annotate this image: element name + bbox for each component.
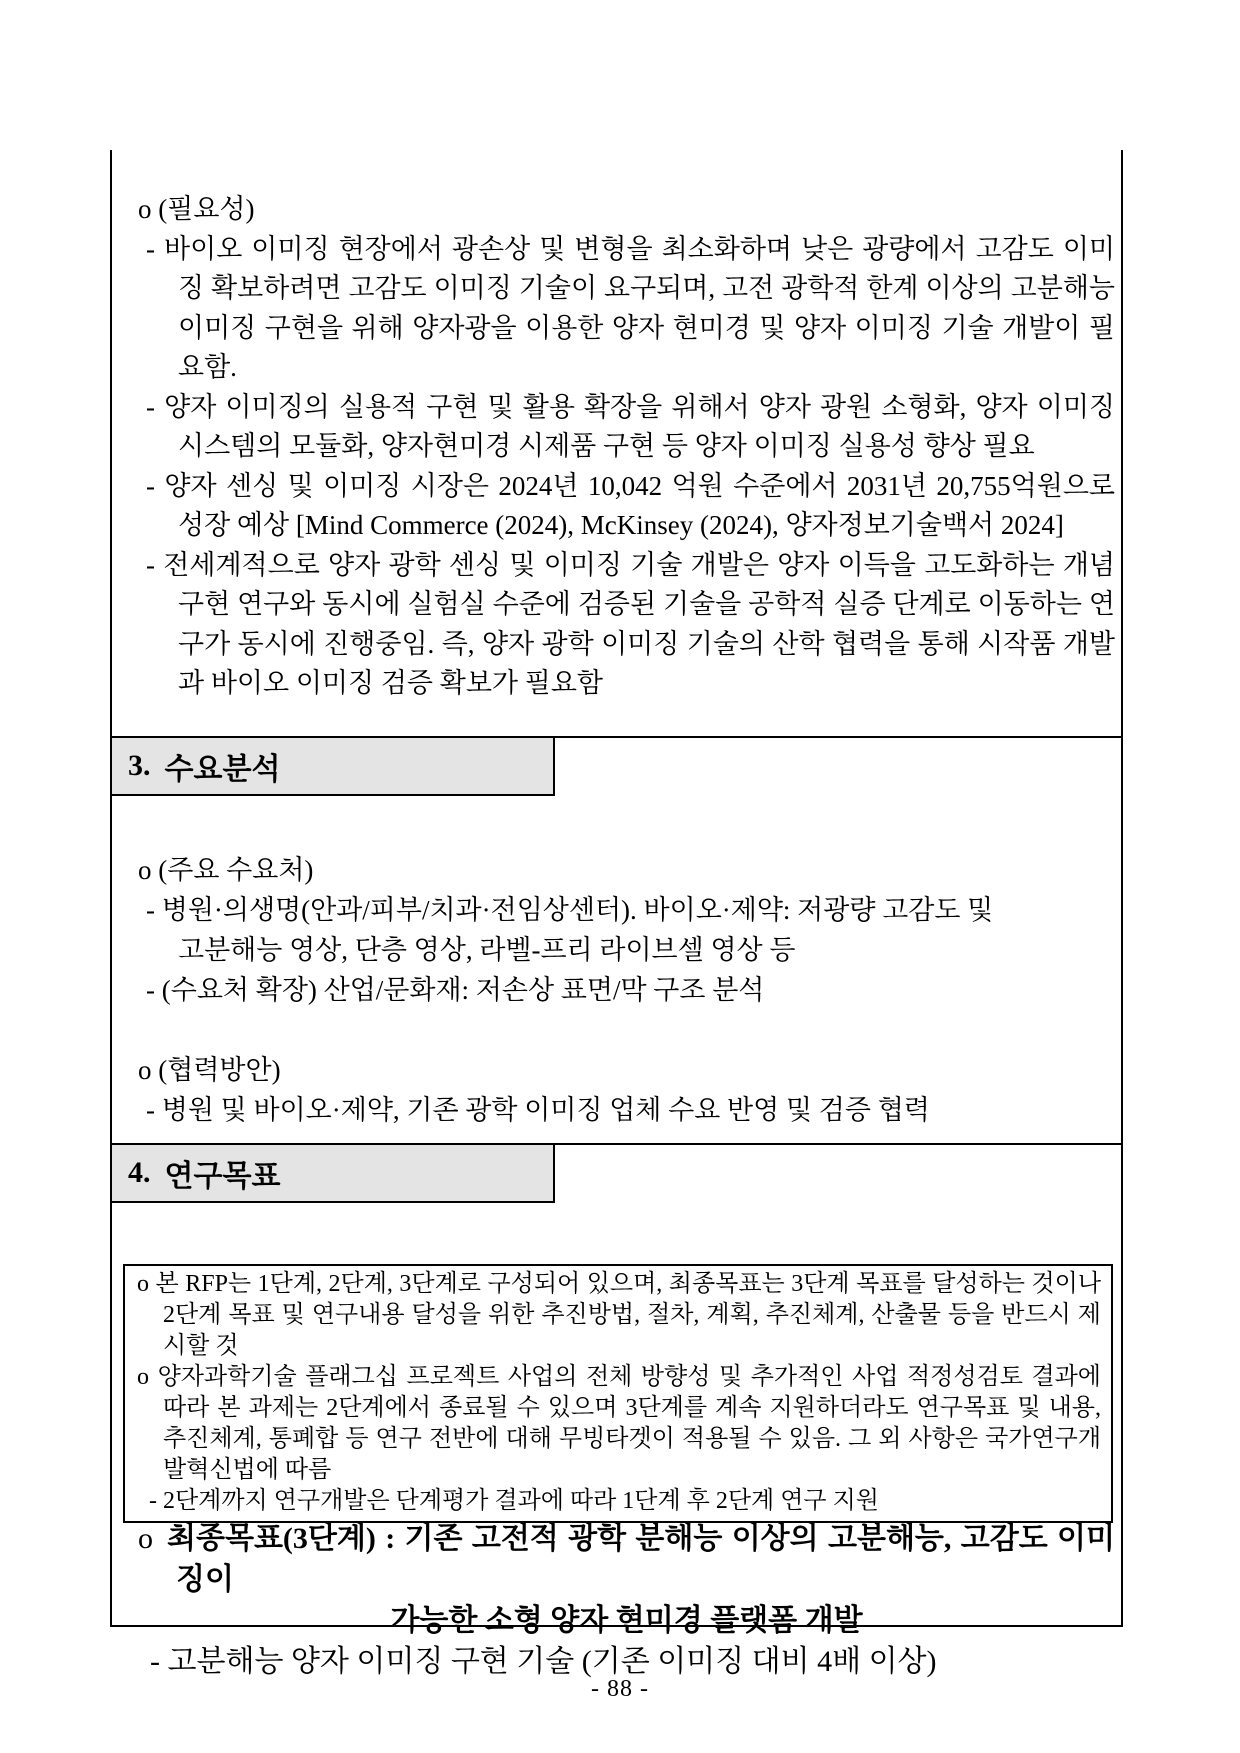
dash-bullet: -: [149, 1488, 157, 1514]
final-goal-block: [138, 1518, 1115, 1682]
note-item: [137, 1269, 1101, 1362]
content-frame: [110, 150, 1123, 1678]
final-goal-line: 가능한 소형 양자 현미경 플랫폼 개발: [390, 1604, 863, 1637]
final-goal-text: 최종목표(3단계) : 기존 고전적 광학 분해능 이상의 고분해능, 고감도 이미징이: [167, 1522, 1115, 1596]
list-item: [146, 546, 1115, 704]
section-4-heading: [112, 1145, 555, 1203]
dash-bullet: -: [146, 895, 155, 925]
list-item: [146, 970, 1115, 1010]
dash-bullet: -: [146, 470, 155, 501]
circle-bullet: o: [137, 1364, 149, 1390]
demand-block: [138, 850, 1115, 1130]
section-3-heading: [112, 738, 555, 796]
section-title: 연구목표: [164, 1160, 281, 1193]
list-item-text: (주요 수요처): [158, 855, 314, 885]
list-item-text: 양자 센싱 및 이미징 시장은 2024년 10,042 억원 수준에서 2031년 20,755억원으로 성장 예상 [Mind Commerce (2024), McKinsey (2024), 양자정보기술백서 2024]: [164, 470, 1115, 540]
list-item-text: (수요처 확장) 산업/문화재: 저손상 표면/막 구조 분석: [161, 975, 765, 1005]
dash-bullet: -: [146, 233, 155, 264]
necessity-block: [138, 190, 1115, 704]
section-4-heading-row: [112, 1143, 1121, 1203]
circle-bullet: o: [137, 1271, 149, 1297]
list-item-text: [162, 895, 994, 965]
rfp-note-box: [123, 1264, 1113, 1523]
section-number: 3.: [128, 749, 151, 782]
note-item-text: 본 RFP는 1단계, 2단계, 3단계로 구성되어 있으며, 최종목표는 3단계 목표를 달성하는 것이나 2단계 목표 및 연구내용 달성을 위한 추진방법, 절차, 계획, 추진체계, 산출물 등을 반드시 제시할 것: [155, 1271, 1102, 1359]
section-3-heading-row: [112, 736, 1121, 796]
list-item: [138, 1050, 1115, 1090]
circle-bullet: o: [138, 855, 152, 885]
dash-bullet: -: [146, 975, 155, 1005]
list-item-text: 전세계적으로 양자 광학 센싱 및 이미징 기술 개발은 양자 이득을 고도화하는 개념 구현 연구와 동시에 실험실 수준에 검증된 기술을 공학적 실증 단계로 이동하는 연구가 동시에 진행중임. 즉, 양자 광학 이미징 기술의 산학 협력을 통해 시작품 개발과 바이오 이미징 검증 확보가 필요함: [163, 549, 1115, 698]
circle-bullet: o: [138, 1055, 152, 1085]
final-goal-sub-text: 고분해능 양자 이미징 구현 기술 (기존 이미징 대비 4배 이상): [167, 1645, 937, 1678]
final-goal-line: [138, 1518, 1115, 1600]
list-item-text: 병원 및 바이오·제약, 기존 광학 이미징 업체 수요 반영 및 검증 협력: [161, 1095, 930, 1125]
dash-bullet: -: [150, 1645, 160, 1678]
circle-bullet: o: [138, 1522, 153, 1555]
list-item-line: 병원·의생명(안과/피부/치과·전임상센터). 바이오·제약: 저광량 고감도 및: [161, 895, 994, 925]
spacer: [138, 1010, 1115, 1050]
list-item: [146, 230, 1115, 388]
list-item: [146, 1090, 1115, 1130]
note-item-text: 양자과학기술 플래그십 프로젝트 사업의 전체 방향성 및 추가적인 사업 적정성검토 결과에 따라 본 과제는 2단계에서 종료될 수 있으며 3단계를 계속 지원하더라도 연구목표 및 내용, 추진체계, 통폐합 등 연구 전반에 대해 무빙타겟이 적용될 수 있음. 그 외 사항은 국가연구개발혁신법에 따름: [157, 1364, 1101, 1483]
note-item: [137, 1362, 1101, 1486]
list-item-text: 양자 이미징의 실용적 구현 및 활용 확장을 위해서 양자 광원 소형화, 양자 이미징 시스템의 모듈화, 양자현미경 시제품 구현 등 양자 이미징 실용성 향상 필요: [164, 391, 1115, 461]
list-item: [138, 190, 1115, 230]
dash-bullet: -: [146, 1095, 155, 1125]
list-item-line: 고분해능 영상, 단층 영상, 라벨-프리 라이브셀 영상 등: [178, 935, 796, 965]
dash-bullet: -: [146, 391, 155, 422]
list-item: [146, 388, 1115, 467]
list-item-text: 바이오 이미징 현장에서 광손상 및 변형을 최소화하며 낮은 광량에서 고감도 이미징 확보하려면 고감도 이미징 기술이 요구되며, 고전 광학적 한계 이상의 고분해능 이미징 구현을 위해 양자광을 이용한 양자 현미경 및 양자 이미징 기술 개발이 필요함.: [164, 233, 1115, 382]
list-item: [146, 890, 1115, 970]
section-title: 수요분석: [164, 753, 281, 786]
list-item-text: (필요성): [158, 194, 255, 224]
section-number: 4.: [128, 1156, 151, 1189]
list-item: [146, 467, 1115, 546]
page-number: - 88 -: [591, 1676, 649, 1702]
list-item: [138, 850, 1115, 890]
circle-bullet: o: [138, 194, 152, 224]
note-item: [149, 1486, 1101, 1517]
dash-bullet: -: [146, 549, 155, 580]
note-item-text: 2단계까지 연구개발은 단계평가 결과에 따라 1단계 후 2단계 연구 지원: [163, 1488, 879, 1514]
list-item-text: (협력방안): [158, 1055, 281, 1085]
